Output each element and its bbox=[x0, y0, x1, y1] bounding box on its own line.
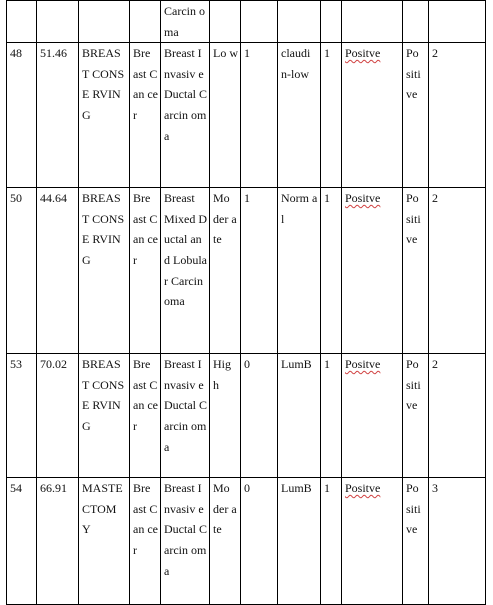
cell-value-b: 1 bbox=[321, 478, 342, 605]
cell-status: Positve bbox=[342, 478, 403, 605]
cell-grade bbox=[210, 1, 241, 43]
cell-age: 66.91 bbox=[37, 478, 79, 605]
cell-stage bbox=[429, 1, 486, 43]
cell-age: 44.64 bbox=[37, 188, 79, 354]
cell-subtype: LumB bbox=[278, 354, 321, 478]
cell-grade: Mo der ate bbox=[210, 188, 241, 354]
cell-id: 50 bbox=[7, 188, 37, 354]
cell-grade: Hig h bbox=[210, 354, 241, 478]
cell-detailed-type: Carcin oma bbox=[161, 1, 210, 43]
table-row bbox=[7, 43, 486, 188]
cell-surgery: BREAS T CONSE RVING bbox=[79, 43, 130, 188]
cell-stage: 2 bbox=[429, 43, 486, 188]
cell-cancer-type: Bre ast Can cer bbox=[130, 188, 161, 354]
cell-value-a bbox=[241, 1, 278, 43]
cell-stage: 3 bbox=[429, 478, 486, 605]
table-row bbox=[7, 354, 486, 478]
cell-age bbox=[37, 1, 79, 43]
table-row bbox=[7, 188, 486, 354]
cell-id: 53 bbox=[7, 354, 37, 478]
cell-detailed-type: Breast Mixed Ductal and Lobula r Carcin oma bbox=[161, 188, 210, 354]
cell-status bbox=[342, 1, 403, 43]
cell-value-b: 1 bbox=[321, 354, 342, 478]
cell-stage: 2 bbox=[429, 354, 486, 478]
cell-surgery: BREAS T CONSE RVING bbox=[79, 354, 130, 478]
cell-value-b bbox=[321, 1, 342, 43]
cell-grade: Mo der ate bbox=[210, 478, 241, 605]
cell-age: 70.02 bbox=[37, 354, 79, 478]
cell-value-b: 1 bbox=[321, 43, 342, 188]
cell-subtype: claudi n-low bbox=[278, 43, 321, 188]
cell-age: 51.46 bbox=[37, 43, 79, 188]
cell-detailed-type: Breast Invasiv e Ductal Carcin oma bbox=[161, 478, 210, 605]
cell-receptor bbox=[403, 1, 429, 43]
cell-cancer-type: Bre ast Can cer bbox=[130, 354, 161, 478]
cell-detailed-type: Breast Invasiv e Ductal Carcin oma bbox=[161, 43, 210, 188]
cell-cancer-type: Bre ast Can cer bbox=[130, 43, 161, 188]
cell-status: Positve bbox=[342, 43, 403, 188]
cell-receptor: Po siti ve bbox=[403, 43, 429, 188]
cell-value-a: 0 bbox=[241, 478, 278, 605]
table-row bbox=[7, 1, 486, 43]
cell-id: 54 bbox=[7, 478, 37, 605]
cell-receptor: Po siti ve bbox=[403, 354, 429, 478]
cell-value-a: 1 bbox=[241, 43, 278, 188]
cell-subtype: LumB bbox=[278, 478, 321, 605]
table-body bbox=[7, 1, 486, 605]
cell-receptor: Po siti ve bbox=[403, 188, 429, 354]
cell-stage: 2 bbox=[429, 188, 486, 354]
cell-value-a: 1 bbox=[241, 188, 278, 354]
clinical-data-table bbox=[6, 0, 486, 605]
cell-id: 48 bbox=[7, 43, 37, 188]
cell-cancer-type: Bre ast Can cer bbox=[130, 478, 161, 605]
cell-cancer-type bbox=[130, 1, 161, 43]
cell-surgery bbox=[79, 1, 130, 43]
cell-status: Positve bbox=[342, 188, 403, 354]
cell-surgery: BREAS T CONSE RVING bbox=[79, 188, 130, 354]
cell-id bbox=[7, 1, 37, 43]
cell-status: Positve bbox=[342, 354, 403, 478]
cell-grade: Lo w bbox=[210, 43, 241, 188]
cell-detailed-type: Breast Invasiv e Ductal Carcin oma bbox=[161, 354, 210, 478]
cell-value-a: 0 bbox=[241, 354, 278, 478]
cell-subtype bbox=[278, 1, 321, 43]
cell-receptor: Po siti ve bbox=[403, 478, 429, 605]
cell-value-b: 1 bbox=[321, 188, 342, 354]
cell-surgery: MASTE CTOM Y bbox=[79, 478, 130, 605]
cell-subtype: Norm al bbox=[278, 188, 321, 354]
